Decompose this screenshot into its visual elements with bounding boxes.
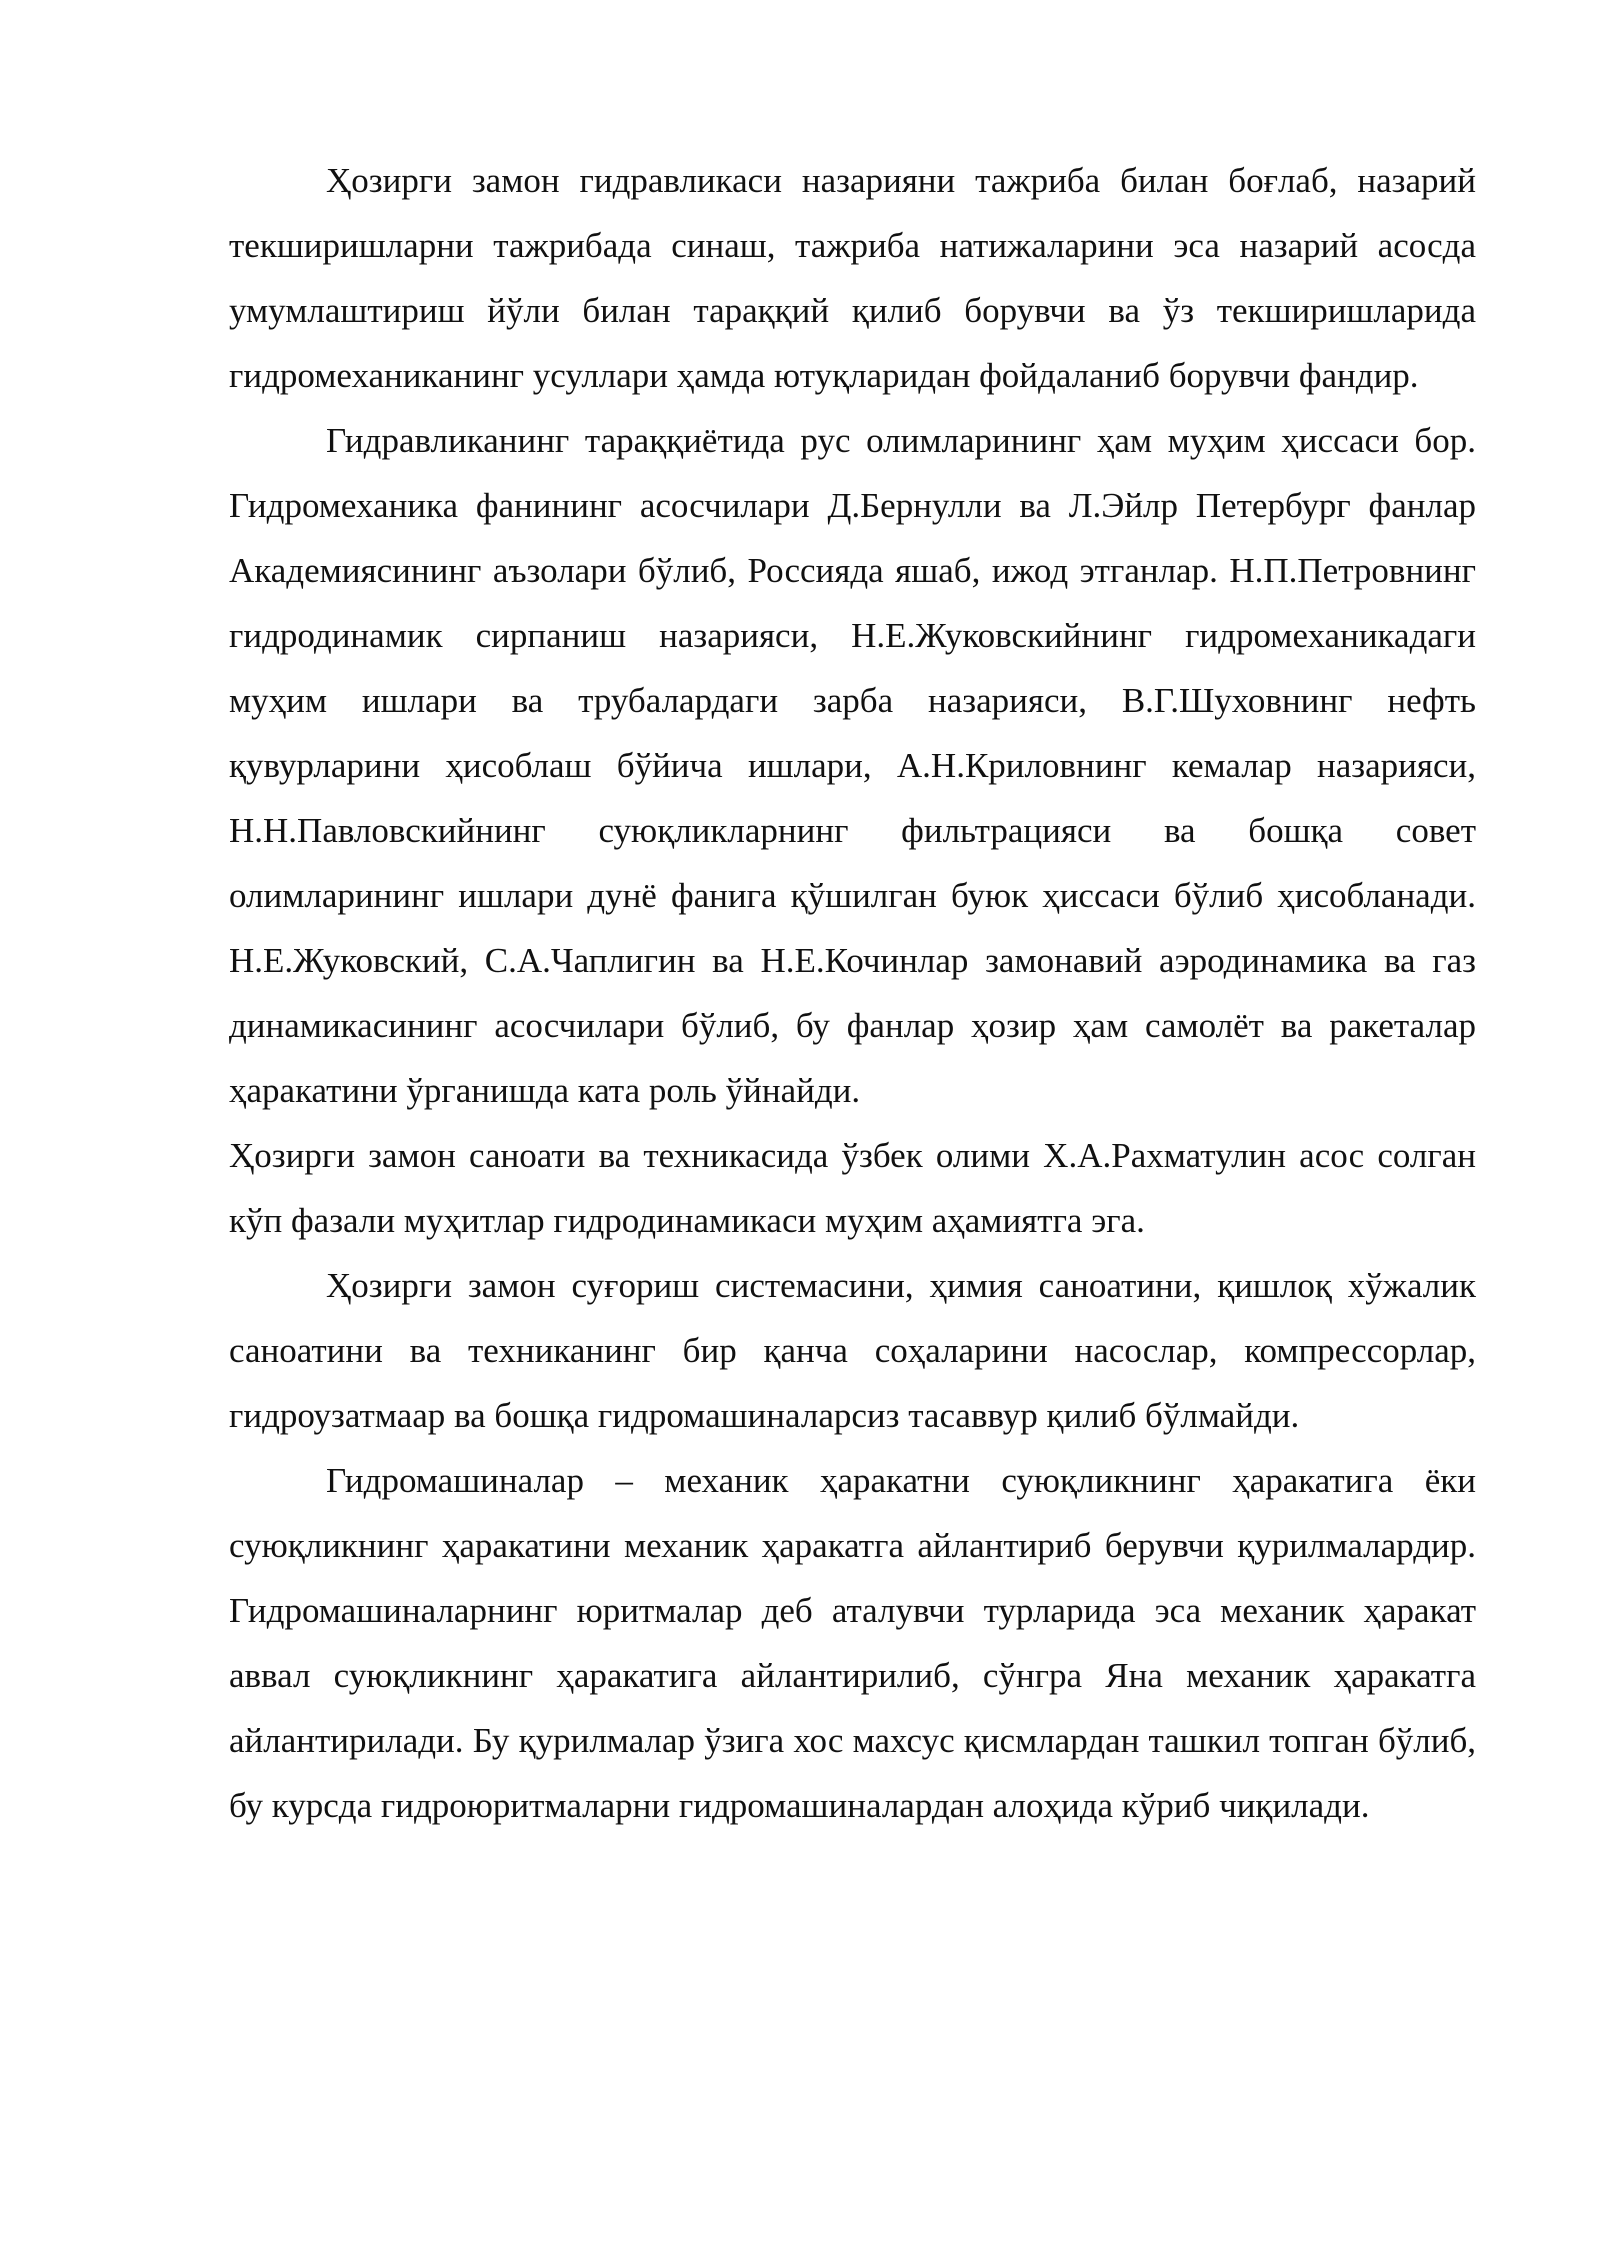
paragraph-irrigation: Ҳозирги замон суғориш системасини, ҳимия саноатини, қишлоқ хўжалик саноатини ва техниканинг бир қанча соҳаларини насослар, компрессорлар, гидроузатмаар ва бошқа гидромашиналарсиз тасаввур қилиб бўлмайди.: [229, 1266, 1476, 1435]
paragraph-russian-scientists: Гидравликанинг тараққиётида рус олимларининг ҳам муҳим ҳиссаси бор. Гидромеханика фанининг асосчилари Д.Бернулли ва Л.Эйлр Петербург фанлар Академиясининг аъзолари бўлиб, Россияда яшаб, ижод этганлар. Н.П.Петровнинг гидродинамик сирпаниш назарияси, Н.Е.Жуковскийнинг гидромеханикадаги муҳим ишлари ва трубалардаги зарба назарияси, В.Г.Шуховнинг нефть қувурларини ҳисоблаш бўйича ишлари, А.Н.Криловнинг кемалар назарияси, Н.Н.Павловскийнинг суюқликларнинг фильтрацияси ва бошқа совет олимларининг ишлари дунё фанига қўшилган буюк ҳиссаси бўлиб ҳисобланади. Н.Е.Жуковский, С.А.Чаплигин ва Н.Е.Кочинлар замонавий аэродинамика ва газ динамикасининг асосчилари бўлиб, бу фанлар ҳозир ҳам самолёт ва ракеталар ҳаракатини ўрганишда ката роль ўйнайди.: [229, 421, 1476, 1110]
paragraph-hydromachines: Гидромашиналар – механик ҳаракатни суюқликнинг ҳаракатига ёки суюқликнинг ҳаракатини механик ҳаракатга айлантириб берувчи қурилмалардир. Гидромашиналарнинг юритмалар деб аталувчи турларида эса механик ҳаракат аввал суюқликнинг ҳаракатига айлантирилиб, сўнгра Яна механик ҳаракатга айлантирилади. Бу қурилмалар ўзига хос махсус қисмлардан ташкил топган бўлиб, бу курсда гидроюритмаларни гидромашиналардан алоҳида кўриб чиқилади.: [229, 1461, 1476, 1825]
paragraph-modern-hydraulics: Ҳозирги замон гидравликаси назарияни тажриба билан боғлаб, назарий текширишларни тажрибада синаш, тажриба натижаларини эса назарий асосда умумлаштириш йўли билан тараққий қилиб борувчи ва ўз текширишларида гидромеханиканинг усуллари ҳамда ютуқларидан фойдаланиб борувчи фандир.: [229, 161, 1476, 395]
paragraph-rakhmatulin: Ҳозирги замон саноати ва техникасида ўзбек олими Х.А.Рахматулин асос солган кўп фазали муҳитлар гидродинамикаси муҳим аҳамиятга эга.: [229, 1136, 1476, 1240]
document-page: [229, 148, 1476, 1838]
